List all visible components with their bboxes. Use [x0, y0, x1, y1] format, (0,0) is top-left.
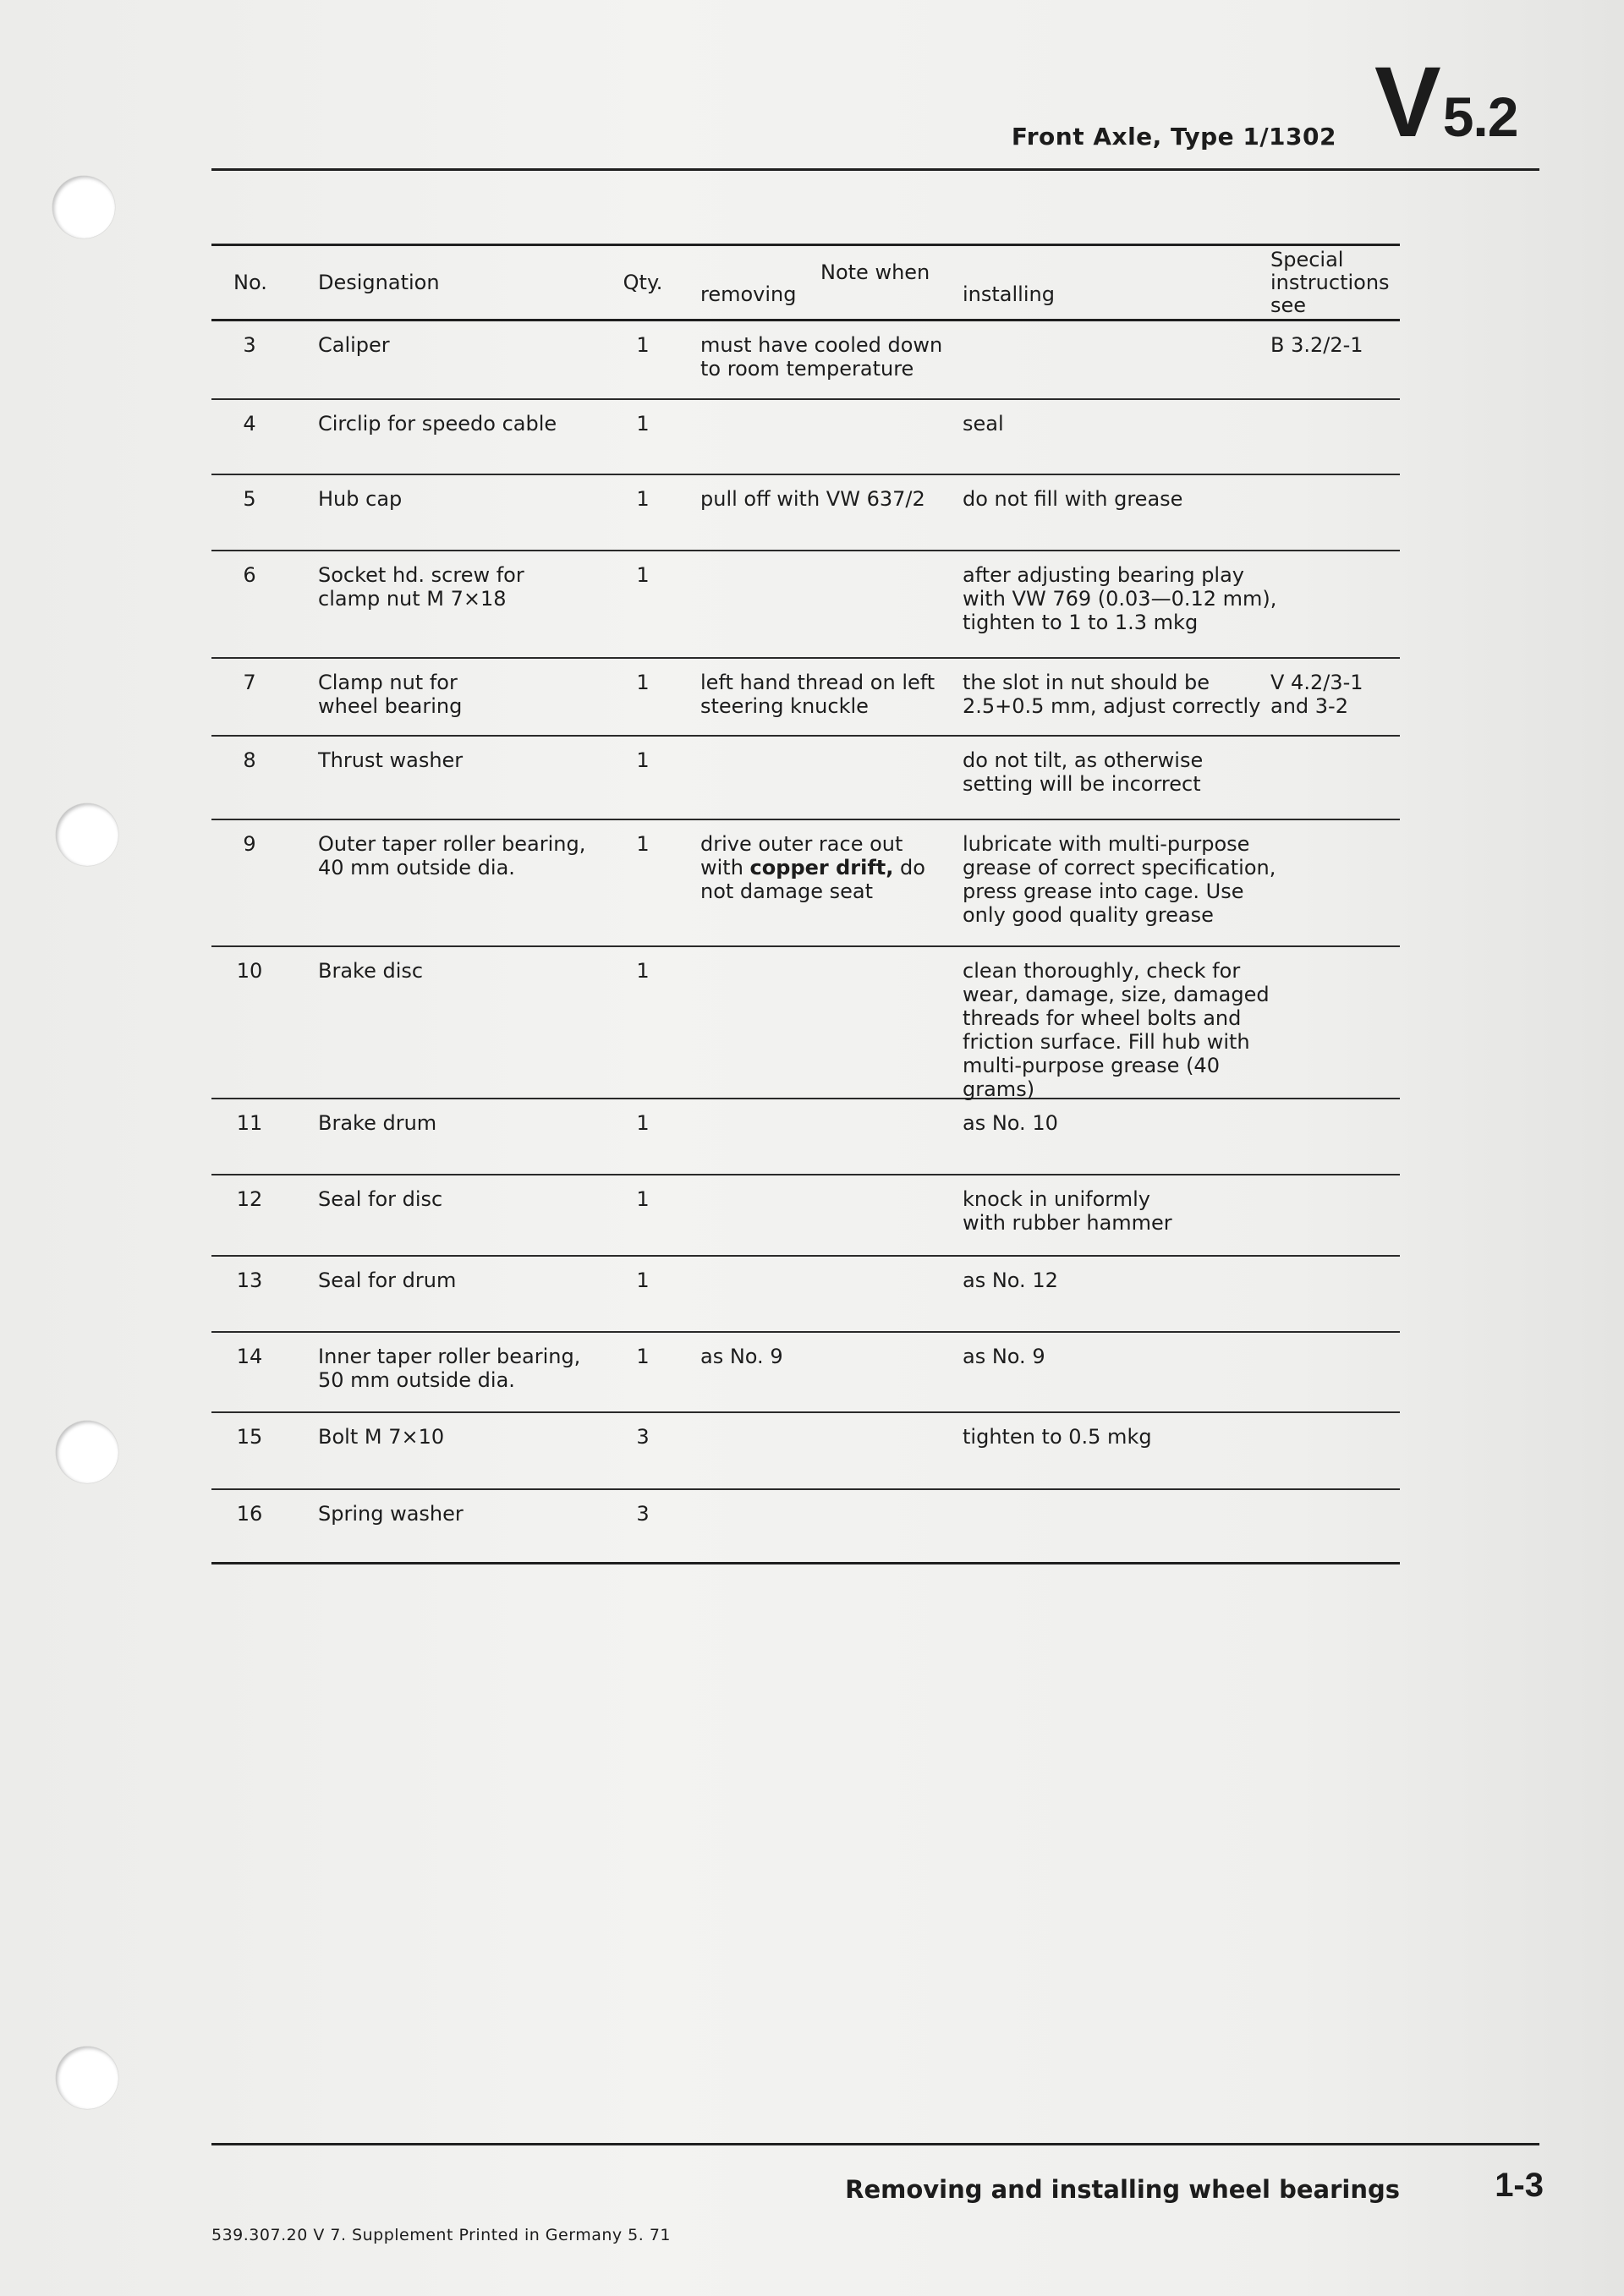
- row-number: 14: [236, 1345, 263, 1368]
- row-quantity: 3: [636, 1425, 650, 1449]
- row-installing-note: as No. 12: [963, 1269, 1058, 1292]
- section-code: [1374, 47, 1518, 158]
- row-installing-note: clean thoroughly, check for wear, damage, size, damaged threads for wheel bolts and friction surface. Fill hub with multi-purpose grease (40 grams): [963, 959, 1270, 1101]
- row-installing-note: lubricate with multi-purpose grease of correct specification, press grease into cage. Use only good quality grease: [963, 832, 1276, 927]
- removing-note-emphasis: copper drift,: [749, 856, 894, 879]
- row-special-instructions: V 4.2/3-1 and 3-2: [1270, 671, 1363, 718]
- table-row: [211, 659, 1400, 737]
- row-quantity: 1: [636, 832, 650, 856]
- row-designation: Hub cap: [318, 487, 403, 511]
- row-quantity: 1: [636, 333, 650, 357]
- print-info: 539.307.20 V 7. Supplement Printed in Germany 5. 71: [211, 2226, 672, 2244]
- row-designation: Outer taper roller bearing, 40 mm outside dia.: [318, 832, 586, 879]
- row-installing-note: seal: [963, 412, 1004, 436]
- punch-hole-bottom: [56, 2047, 118, 2109]
- table-row: [211, 1413, 1400, 1490]
- row-quantity: 1: [636, 959, 650, 983]
- table-row: [211, 475, 1400, 551]
- column-header-installing: installing: [963, 282, 1055, 306]
- row-number: 16: [236, 1502, 263, 1526]
- row-designation: Circlip for speedo cable: [318, 412, 557, 436]
- row-designation: Spring washer: [318, 1502, 464, 1526]
- row-number: 8: [243, 748, 256, 772]
- row-quantity: 1: [636, 1269, 650, 1292]
- column-header-note-when: Note when: [820, 260, 930, 284]
- row-quantity: 1: [636, 487, 650, 511]
- row-number: 3: [243, 333, 256, 357]
- removing-note-text-continued: do not damage seat: [700, 856, 925, 903]
- row-designation: Inner taper roller bearing, 50 mm outside dia.: [318, 1345, 581, 1392]
- section-code-number: 5.2: [1442, 85, 1518, 148]
- footer-rule: [211, 2143, 1539, 2145]
- row-number: 5: [243, 487, 256, 511]
- row-installing-note: do not fill with grease: [963, 487, 1183, 511]
- page-title: Front Axle, Type 1/1302: [1011, 123, 1336, 151]
- row-installing-note: do not tilt, as otherwise setting will be incorrect: [963, 748, 1204, 796]
- table-row: [211, 1257, 1400, 1333]
- row-removing-note: as No. 9: [700, 1345, 783, 1368]
- row-number: 13: [236, 1269, 263, 1292]
- page-number: 1-3: [1495, 2167, 1544, 2204]
- row-quantity: 1: [636, 412, 650, 436]
- table-row: [211, 400, 1400, 475]
- table-row: [211, 820, 1400, 947]
- row-designation: Brake disc: [318, 959, 424, 983]
- column-header-special-instructions: Special instructions see: [1270, 248, 1390, 317]
- removing-note-text: drive outer race out with: [700, 832, 903, 879]
- punch-hole-top: [52, 176, 115, 238]
- footer-title: Removing and installing wheel bearings: [845, 2175, 1400, 2204]
- table-row: [211, 1333, 1400, 1413]
- row-installing-note: tighten to 0.5 mkg: [963, 1425, 1152, 1449]
- row-quantity: 1: [636, 1345, 650, 1368]
- row-removing-note: left hand thread on left steering knuckle: [700, 671, 935, 718]
- row-number: 11: [236, 1111, 263, 1135]
- row-number: 4: [243, 412, 256, 436]
- row-installing-note: as No. 9: [963, 1345, 1045, 1368]
- header-rule: [211, 168, 1539, 171]
- table-row: [211, 737, 1400, 820]
- row-quantity: 1: [636, 671, 650, 694]
- row-designation: Clamp nut for wheel bearing: [318, 671, 463, 718]
- column-header-qty: Qty.: [623, 271, 663, 294]
- row-number: 6: [243, 563, 256, 587]
- table-header: [211, 244, 1400, 321]
- punch-hole-lower-middle: [56, 1421, 118, 1483]
- row-number: 7: [243, 671, 256, 694]
- section-code-letter: V: [1374, 47, 1440, 158]
- row-installing-note: after adjusting bearing play with VW 769 (0.03—0.12 mm), tighten to 1 to 1.3 mkg: [963, 563, 1277, 634]
- row-quantity: 1: [636, 748, 650, 772]
- row-installing-note: knock in uniformly with rubber hammer: [963, 1187, 1172, 1235]
- row-number: 15: [236, 1425, 263, 1449]
- row-designation: Thrust washer: [318, 748, 464, 772]
- parts-table: [211, 244, 1400, 1564]
- table-row: [211, 321, 1400, 400]
- row-number: 12: [236, 1187, 263, 1211]
- row-removing-note: must have cooled down to room temperature: [700, 333, 943, 381]
- row-removing-note: pull off with VW 637/2: [700, 487, 925, 511]
- row-quantity: 1: [636, 1187, 650, 1211]
- table-row: [211, 551, 1400, 659]
- row-designation: Caliper: [318, 333, 390, 357]
- row-designation: Seal for disc: [318, 1187, 443, 1211]
- row-quantity: 1: [636, 1111, 650, 1135]
- row-quantity: 3: [636, 1502, 650, 1526]
- row-number: 10: [236, 959, 263, 983]
- row-special-instructions: B 3.2/2-1: [1270, 333, 1363, 357]
- row-designation: Seal for drum: [318, 1269, 457, 1292]
- table-row: [211, 1490, 1400, 1564]
- row-designation: Socket hd. screw for clamp nut M 7×18: [318, 563, 524, 611]
- row-removing-note: [700, 832, 954, 903]
- table-row: [211, 1175, 1400, 1257]
- punch-hole-upper-middle: [56, 803, 118, 866]
- row-designation: Brake drum: [318, 1111, 437, 1135]
- column-header-designation: Designation: [318, 271, 440, 294]
- row-quantity: 1: [636, 563, 650, 587]
- column-header-removing: removing: [700, 282, 797, 306]
- row-installing-note: the slot in nut should be 2.5+0.5 mm, adjust correctly: [963, 671, 1261, 718]
- row-designation: Bolt M 7×10: [318, 1425, 445, 1449]
- column-header-no: No.: [233, 271, 267, 294]
- row-number: 9: [243, 832, 256, 856]
- table-row: [211, 947, 1400, 1099]
- table-row: [211, 1099, 1400, 1175]
- row-installing-note: as No. 10: [963, 1111, 1058, 1135]
